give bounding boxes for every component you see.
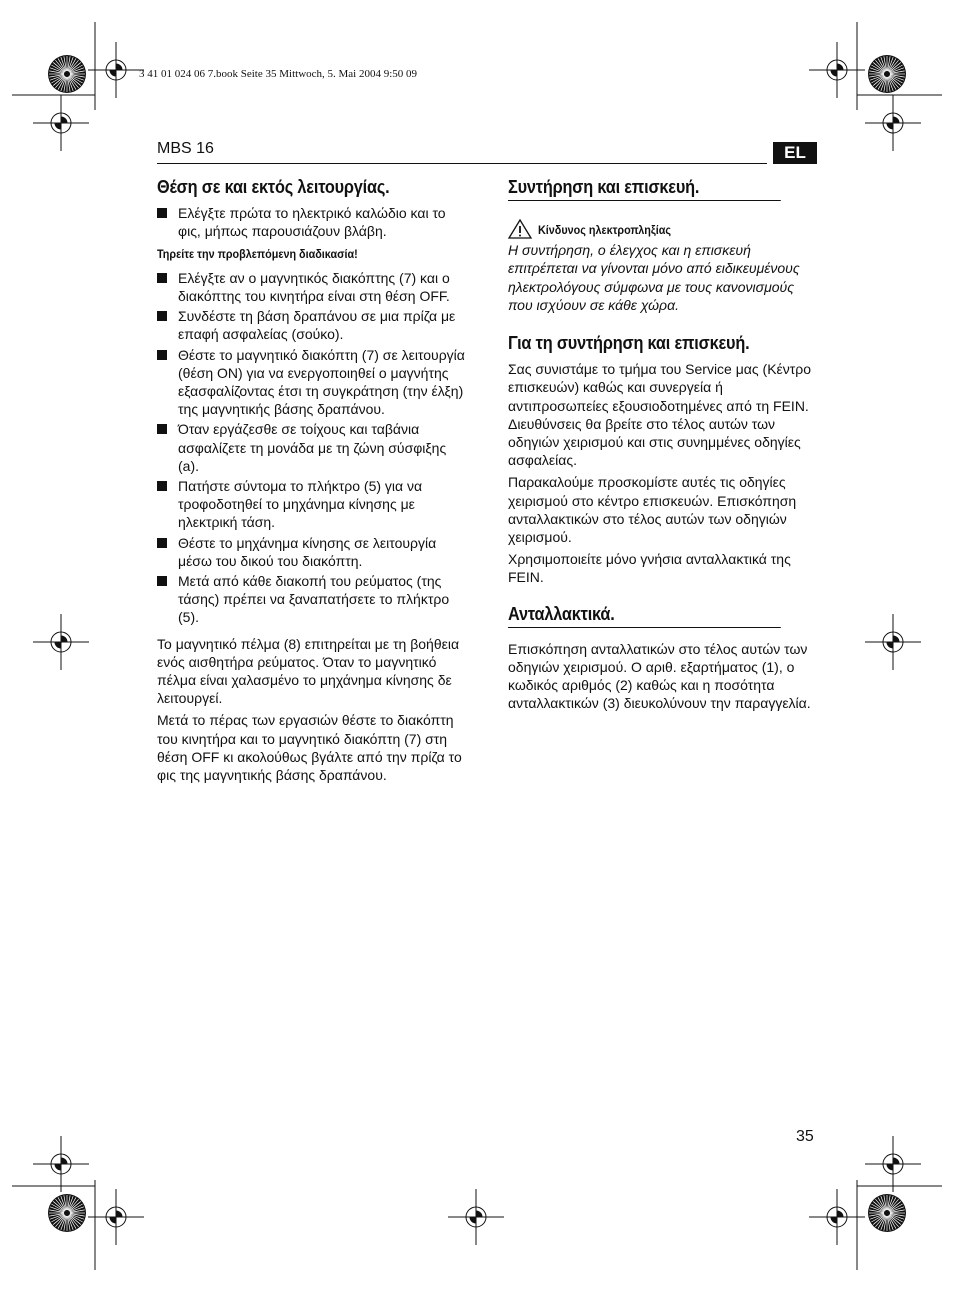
section-title-spare-parts: Ανταλλακτικά. <box>508 605 781 628</box>
paragraph-bring-instructions: Παρακαλούμε προσκομίστε αυτές τις οδηγίες χειρισμού στο κέντρο επισκευών. Επισκόπηση ανταλλακτικών στο τέλος αυτών των οδηγιών χειρισμού. <box>508 474 797 546</box>
registration-mark-icon <box>33 1136 89 1192</box>
paragraph-finish: Μετά το πέρας των εργασιών θέστε το διακόπτη του κινητήρα και το μαγνητικό διακόπτη (7) στη θέση OFF κι ακολούθως βγάλτε από την πρίζα το φις της μαγνητικής βάσης δραπάνου. <box>157 712 462 784</box>
registration-mark-icon <box>865 1136 921 1192</box>
right-column <box>508 178 818 717</box>
star-target-icon <box>868 1194 906 1232</box>
page-number: 35 <box>796 1128 814 1145</box>
paragraph-sensor: Το μαγνητικό πέλμα (8) επιτηρείται με τη βοήθεια ενός αισθητήρα ρεύματος. Όταν το μαγνητικό πέλμα είναι χαλασμένο το μηχάνημα κίνησης δε λειτουργεί. <box>157 635 460 707</box>
header-rule <box>157 163 767 164</box>
star-target-icon <box>868 55 906 93</box>
language-badge: EL <box>773 142 817 164</box>
registration-mark-icon <box>33 614 89 670</box>
procedure-note: Τηρείτε την προβλεπόμενη διαδικασία! <box>157 246 358 261</box>
list-item: Ελέγξτε αν ο μαγνητικός διακόπτης (7) και ο διακόπτης του κινητήρα είναι στη θέση OFF. <box>157 269 469 305</box>
square-bullet-icon <box>157 424 167 434</box>
list-item: Θέστε το μαγνητικό διακόπτη (7) σε λειτουργία (θέση ON) για να ενεργοποιηθεί ο μαγνήτης εξασφαλίζοντας έτσι τη συγκράτηση (την έλξη) της μαγνητικής βάσης δραπάνου. <box>157 346 469 419</box>
star-target-icon <box>48 55 86 93</box>
registration-mark-icon <box>448 1189 504 1245</box>
bullet-list-steps <box>157 269 469 627</box>
registration-mark-icon <box>88 1189 144 1245</box>
registration-mark-icon <box>865 95 921 151</box>
list-item: Όταν εργάζεσθε σε τοίχους και ταβάνια ασφαλίζετε τη μονάδα με τη ζώνη σύσφιξης (a). <box>157 420 469 475</box>
paragraph-service: Σας συνιστάμε το τμήμα του Service μας (Κέντρο επισκευών) καθώς και συνεργεία ή αντιπροσωπείες εξουσιοδοτημένες από τη FEIN. Διευθύνσεις θα βρείτε στο τέλος αυτών των οδηγιών χειρισμού και στις συνημμένες οδηγίες ασφαλείας. <box>508 361 812 469</box>
list-item: Ελέγξτε πρώτα το ηλεκτρικό καλώδιο και το φις, μήπως παρουσιάζουν βλάβη. <box>157 204 469 240</box>
left-column <box>157 178 469 788</box>
square-bullet-icon <box>157 208 167 218</box>
section-title-operation: Θέση σε και εκτός λειτουργίας. <box>157 176 390 197</box>
section-title-service: Για τη συντήρηση και επισκευή. <box>508 332 750 354</box>
warning-text: Η συντήρηση, ο έλεγχος και η επισκευή επιτρέπεται να γίνονται μόνο από ειδικευμένους ηλεκτρολόγους σύμφωνα με τους κανονισμούς που ισχύουν σε κάθε χώρα. <box>508 242 800 313</box>
model-name: MBS 16 <box>157 140 214 157</box>
registration-mark-icon <box>33 95 89 151</box>
list-item: Μετά από κάθε διακοπή του ρεύματος (της τάσης) πρέπει να ξαναπατήσετε το πλήκτρο (5). <box>157 572 469 627</box>
list-item: Συνδέστε τη βάση δραπάνου σε μια πρίζα με επαφή ασφαλείας (σούκο). <box>157 307 469 343</box>
square-bullet-icon <box>157 273 167 283</box>
registration-mark-icon <box>865 614 921 670</box>
paragraph-spare-parts: Επισκόπηση ανταλλατικών στο τέλος αυτών των οδηγιών χειρισμού. Ο αριθ. εξαρτήματος (1), ο κωδικός αριθμός (2) καθώς και η ποσότητα ανταλλακτικών (3) διευκολύνουν την παραγγελία. <box>508 640 811 712</box>
paragraph-genuine-parts: Χρησιμοποιείτε μόνο γνήσια ανταλλακτικά της FEIN. <box>508 551 791 586</box>
list-item: Πατήστε σύντομα το πλήκτρο (5) για να τροφοδοτηθεί το μηχάνημα κίνησης με ηλεκτρική τάση. <box>157 477 469 532</box>
star-target-icon <box>48 1194 86 1232</box>
list-item: Θέστε το μηχάνημα κίνησης σε λειτουργία μέσω του δικού του διακόπτη. <box>157 534 469 570</box>
square-bullet-icon <box>157 311 167 321</box>
square-bullet-icon <box>157 538 167 548</box>
square-bullet-icon <box>157 576 167 586</box>
square-bullet-icon <box>157 481 167 491</box>
registration-mark-icon <box>88 42 144 98</box>
section-title-maintenance: Συντήρηση και επισκευή. <box>508 178 781 201</box>
square-bullet-icon <box>157 350 167 360</box>
warning-title: Κίνδυνος ηλεκτροπληξίας <box>538 223 671 237</box>
warning-heading <box>508 219 818 239</box>
warning-triangle-icon <box>508 219 532 239</box>
print-info: 3 41 01 024 06 7.book Seite 35 Mittwoch, 5. Mai 2004 9:50 09 <box>139 68 418 80</box>
bullet-list-first <box>157 204 469 240</box>
